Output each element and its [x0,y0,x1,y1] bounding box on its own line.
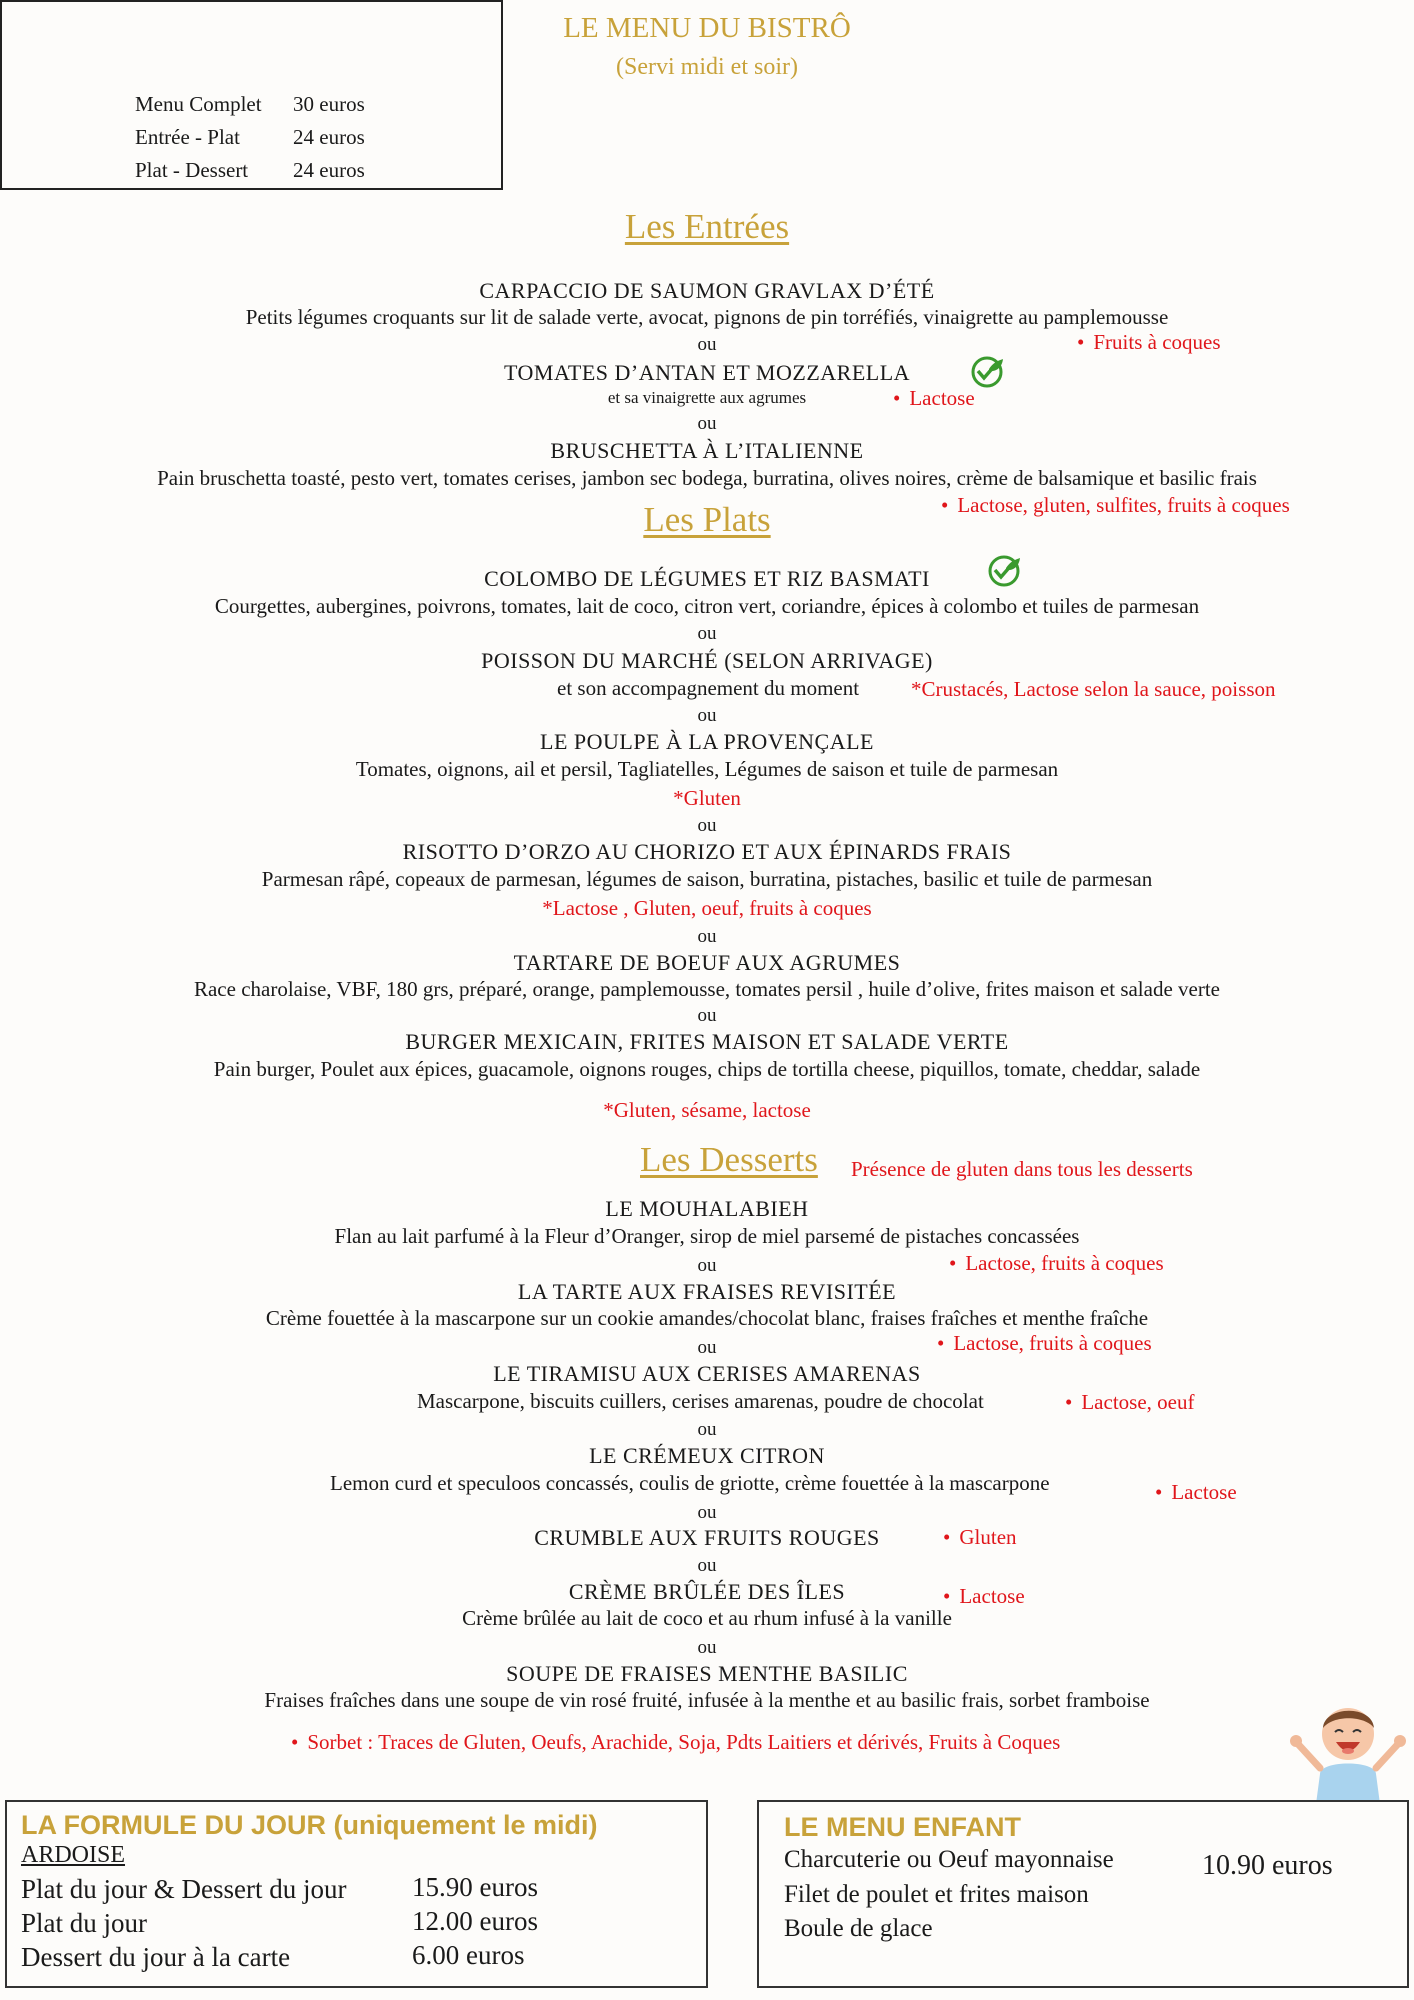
dish-name: CARPACCIO DE SAUMON GRAVLAX D’ÉTÉ [479,278,935,303]
dish-name: LE MOUHALABIEH [605,1196,809,1221]
section-heading-plats: Les Plats [643,500,771,539]
dish-name: POISSON DU MARCHÉ (SELON ARRIVAGE) [481,648,933,673]
dish-name: TOMATES D’ANTAN ET MOZZARELLA [503,360,911,385]
separator-ou: ou [697,1637,717,1658]
dish-description: Fraises fraîches dans une soupe de vin rosé fruité, infusée à la menthe et au basilic frais, sorbet framboise [264,1688,1150,1712]
separator-ou: ou [697,1555,717,1576]
separator-ou: ou [697,1419,717,1440]
price-row: Entrée - Plat 24 euros [135,125,365,149]
allergen-note: • Lactose [1155,1480,1237,1505]
separator-ou: ou [697,815,717,836]
dish-name: LE POULPE À LA PROVENÇALE [540,729,874,754]
formule-du-jour-box [5,1800,708,1988]
formule-subtitle: ARDOISE [21,1842,126,1868]
separator-ou: ou [697,623,717,644]
price-row: Menu Complet 30 euros [135,92,365,116]
dish-description: et son accompagnement du moment [557,676,860,700]
bistro-subtitle: (Servi midi et soir) [616,54,798,80]
dish-description: Courgettes, aubergines, poivrons, tomates, lait de coco, citron vert, coriandre, épices à colombo et tuiles de parmesan [214,594,1200,618]
formule-row-label: Plat du jour [21,1908,147,1938]
dish-description: Crème brûlée au lait de coco et au rhum infusé à la vanille [462,1606,952,1630]
allergen-note: • Lactose [943,1584,1025,1609]
allergen-note: • Lactose, fruits à coques [937,1331,1152,1356]
price-row: Plat - Dessert 24 euros [135,158,365,182]
separator-ou: ou [697,413,717,434]
bistro-menu-box [0,0,851,190]
dish-description: Race charolaise, VBF, 180 grs, préparé, orange, pamplemousse, tomates persil , huile d’olive, frites maison et salade verte [193,977,1221,1001]
allergen-note: • Fruits à coques [1077,330,1221,355]
allergen-note: • Lactose, gluten, sulfites, fruits à coques [941,493,1290,518]
enfant-title: LE MENU ENFANT [784,1812,1022,1842]
separator-ou: ou [697,1502,717,1523]
formule-row-label: Plat du jour & Dessert du jour [21,1874,347,1904]
formule-row-price: 12.00 euros [412,1906,538,1936]
separator-ou: ou [697,1337,717,1358]
dish-name: LE TIRAMISU AUX CERISES AMARENAS [493,1361,921,1386]
leaf-check-icon [987,554,1021,588]
allergen-note: *Gluten [673,786,741,810]
allergen-note: • Lactose, fruits à coques [949,1251,1164,1276]
allergen-note: *Crustacés, Lactose selon la sauce, poisson [911,677,1276,701]
dish-description: Crème fouettée à la mascarpone sur un cookie amandes/chocolat blanc, fraises fraîches et menthe fraîche [265,1306,1149,1330]
dish-name: CRÈME BRÛLÉE DES ÎLES [568,1579,846,1604]
happy-child-illustration [1290,1696,1406,1806]
dish-name: RISOTTO D’ORZO AU CHORIZO ET AUX ÉPINARDS FRAIS [402,839,1012,864]
leaf-check-icon [970,355,1004,389]
dish-name: BURGER MEXICAIN, FRITES MAISON ET SALADE VERTE [405,1029,1009,1054]
formule-row-price: 6.00 euros [412,1940,525,1970]
allergen-note: *Lactose , Gluten, oeuf, fruits à coques [542,896,872,920]
dish-description: et sa vinaigrette aux agrumes [607,388,807,407]
formule-row-label: Dessert du jour à la carte [21,1942,291,1972]
allergen-note: *Gluten, sésame, lactose [603,1098,811,1122]
allergen-note: • Sorbet : Traces de Gluten, Oeufs, Arachide, Soja, Pdts Laitiers et dérivés, Fruits à Coques [291,1730,1060,1755]
dish-name: CRUMBLE AUX FRUITS ROUGES [534,1525,880,1550]
dish-description: Parmesan râpé, copeaux de parmesan, légumes de saison, burratina, pistaches, basilic et tuile de parmesan [261,867,1153,891]
dish-description: Tomates, oignons, ail et persil, Tagliatelles, Légumes de saison et tuile de parmesan [355,757,1059,781]
gluten-note: Présence de gluten dans tous les desserts [851,1157,1193,1181]
separator-ou: ou [697,926,717,947]
dish-name: LE CRÉMEUX CITRON [589,1443,825,1468]
dish-name: LA TARTE AUX FRAISES REVISITÉE [517,1279,897,1304]
dish-name: TARTARE DE BOEUF AUX AGRUMES [513,950,901,975]
formule-title: LA FORMULE DU JOUR (uniquement le midi) [21,1810,598,1840]
allergen-note: • Gluten [943,1525,1017,1550]
dish-name: BRUSCHETTA À L’ITALIENNE [550,438,864,463]
separator-ou: ou [697,334,717,355]
enfant-item: Charcuterie ou Oeuf mayonnaise [784,1846,1114,1873]
enfant-item: Boule de glace [784,1915,933,1942]
dish-description: Petits légumes croquants sur lit de salade verte, avocat, pignons de pin torréfiés, vinaigrette au pamplemousse [245,305,1169,329]
enfant-item: Filet de poulet et frites maison [784,1881,1089,1908]
separator-ou: ou [697,1005,717,1026]
dish-name: SOUPE DE FRAISES MENTHE BASILIC [506,1661,908,1686]
dish-description: Pain bruschetta toasté, pesto vert, tomates cerises, jambon sec bodega, burratina, olives noires, crème de balsamique et basilic frais [157,466,1257,490]
enfant-price: 10.90 euros [1202,1850,1333,1881]
formule-row-price: 15.90 euros [412,1872,538,1902]
bistro-title: LE MENU DU BISTRÔ [563,12,851,44]
separator-ou: ou [697,705,717,726]
section-heading-desserts: Les Desserts [640,1140,818,1179]
dish-name: COLOMBO DE LÉGUMES ET RIZ BASMATI [484,566,930,591]
section-heading-entrees: Les Entrées [624,207,790,246]
allergen-note: • Lactose, oeuf [1065,1390,1194,1415]
dish-description: Lemon curd et speculoos concassés, coulis de griotte, crème fouettée à la mascarpone [330,1471,1050,1495]
dish-description: Flan au lait parfumé à la Fleur d’Oranger, sirop de miel parsemé de pistaches concassées [334,1224,1080,1248]
separator-ou: ou [697,1255,717,1276]
dish-description: Mascarpone, biscuits cuillers, cerises amarenas, poudre de chocolat [417,1389,984,1413]
allergen-note: • Lactose [893,386,975,411]
dish-description: Pain burger, Poulet aux épices, guacamole, oignons rouges, chips de tortilla cheese, piquillos, tomate, cheddar, salade [213,1057,1201,1081]
menu-enfant-box [757,1800,1409,1988]
